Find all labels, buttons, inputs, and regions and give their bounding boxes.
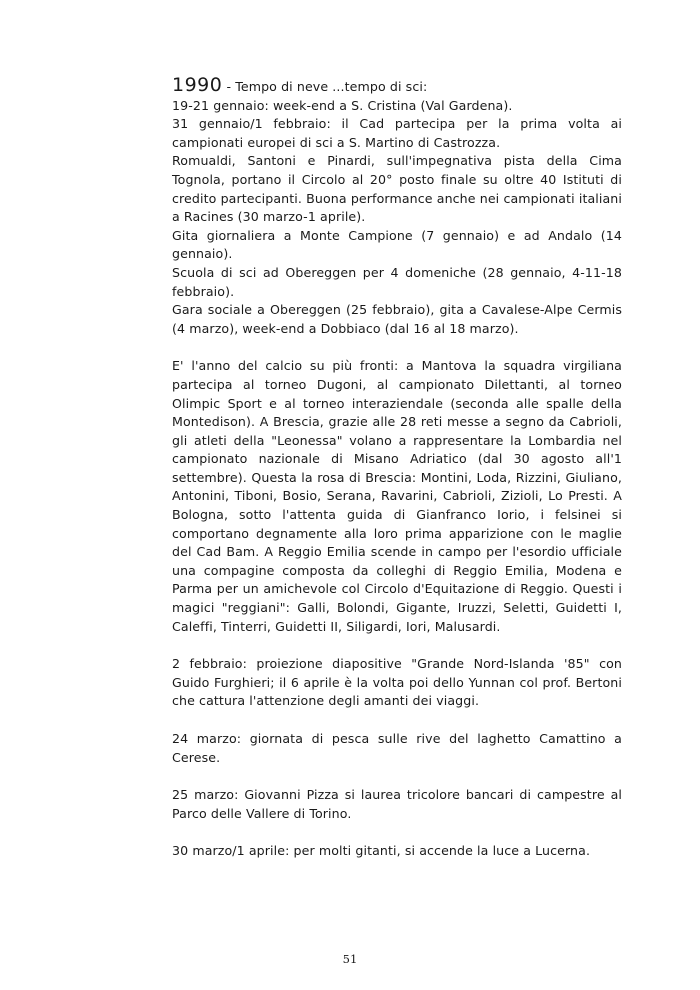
document-body	[172, 76, 622, 861]
pesca-paragraph: 24 marzo: giornata di pesca sulle rive del laghetto Camattino a Cerese.	[172, 731, 622, 765]
ski-entry-2: 31 gennaio/1 febbraio: il Cad partecipa per la prima volta ai campionati europei di sci a S. Martino di Castrozza.	[172, 116, 622, 150]
page-number: 51	[342, 952, 358, 966]
lucerna-paragraph: 30 marzo/1 aprile: per molti gitanti, si accende la luce a Lucerna.	[172, 843, 591, 859]
ski-entry-6: Gara sociale a Obereggen (25 febbraio), gita a Cavalese-Alpe Cermis (4 marzo), week-end a Dobbiaco (dal 16 al 18 marzo).	[172, 302, 622, 336]
section-heading	[172, 76, 622, 97]
calcio-paragraph: E' l'anno del calcio su più fronti: a Mantova la squadra virgiliana partecipa al torneo Dugoni, al campionato Dilettanti, al torneo Olimpic Sport e al torneo interaziendale (seconda alle spalle della Montedison). A Brescia, grazie alle 28 reti messe a segno da Cabrioli, gli atleti della "Leonessa" volano a rappresentare la Lombardia nel campionato nazionale di Misano Adriatico (dal 30 agosto all'1 settembre). Questa la rosa di Brescia: Montini, Loda, Rizzini, Giuliano, Antonini, Tiboni, Bosio, Serana, Ravarini, Cabrioli, Zizioli, Lo Presti. A Bologna, sotto l'attenta guida di Gianfranco Iorio, i felsinei si comportano degnamente alla loro prima apparizione con le maglie del Cad Bam. A Reggio Emilia scende in campo per l'esordio ufficiale una compagine composta da colleghi di Reggio Emilia, Modena e Parma per un amichevole col Circolo d'Equitazione di Reggio. Questi i magici "reggiani": Galli, Bolondi, Gigante, Iruzzi, Seletti, Guidetti I, Caleffi, Tinterri, Guidetti II, Siligardi, Iori, Malusardi.	[172, 358, 622, 634]
ski-entry-4: Gita giornaliera a Monte Campione (7 gennaio) e ad Andalo (14 gennaio).	[172, 227, 622, 262]
ski-entry-5: Scuola di sci ad Obereggen per 4 domeniche (28 gennaio, 4-11-18 febbraio).	[172, 264, 622, 299]
laurea-paragraph: 25 marzo: Giovanni Pizza si laurea tricolore bancari di campestre al Parco delle Vallere di Torino.	[172, 787, 622, 821]
ski-entry-1: 19-21 gennaio: week-end a S. Cristina (Val Gardena).	[172, 97, 513, 113]
ski-entry-3: Romualdi, Santoni e Pinardi, sull'impegnativa pista della Cima Tognola, portano il Circolo al 20° posto finale su oltre 40 Istituti di credito partecipanti. Buona performance anche nei campionati italiani a Racines (30 marzo-1 aprile).	[172, 153, 622, 225]
section-title: - Tempo di neve ...tempo di sci:	[222, 79, 428, 94]
section-year: 1990	[172, 74, 223, 96]
proiezione-paragraph: 2 febbraio: proiezione diapositive "Grande Nord-Islanda '85" con Guido Furghieri; il 6 aprile è la volta poi dello Yunnan col prof. Bertoni che cattura l'attenzione degli amanti dei viaggi.	[172, 656, 622, 709]
